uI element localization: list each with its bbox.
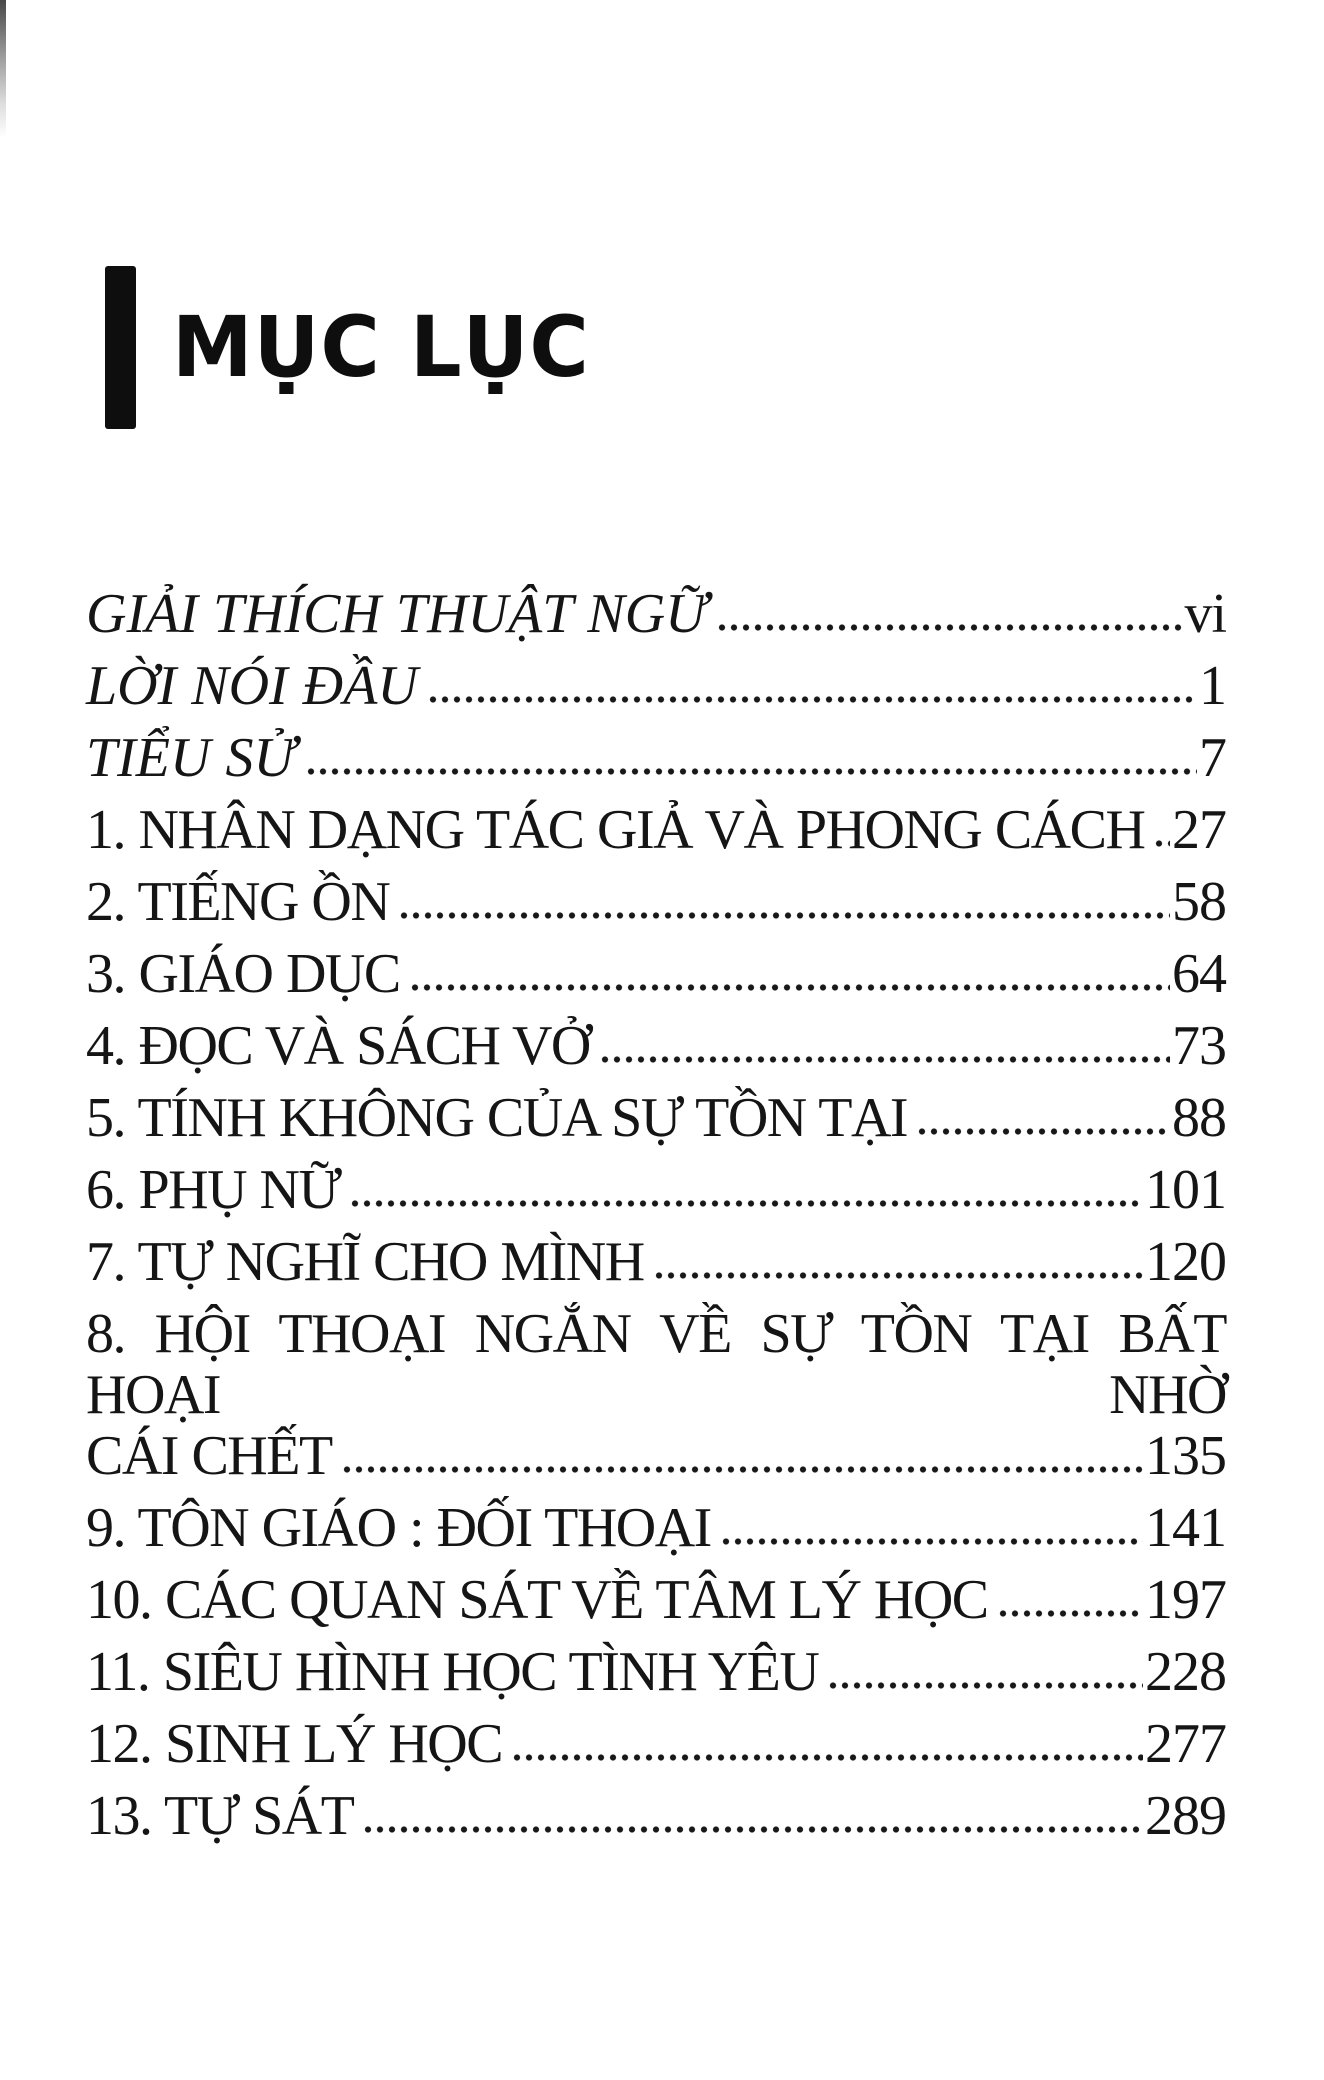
toc-leader-row xyxy=(86,1016,1226,1077)
toc-leader-row xyxy=(86,800,1226,861)
toc-leader-dots xyxy=(362,1825,1143,1834)
toc-entry-page: 64 xyxy=(1172,943,1226,1005)
toc-leader-row xyxy=(86,1088,1226,1149)
toc-entry xyxy=(86,1642,1226,1703)
toc-entry-page: 73 xyxy=(1172,1015,1226,1077)
toc-entry xyxy=(86,944,1226,1005)
toc-leader-dots xyxy=(916,1127,1170,1136)
toc-entry xyxy=(86,728,1226,789)
toc-entry-page: 277 xyxy=(1145,1713,1226,1775)
toc-entry-label: 5. TÍNH KHÔNG CỦA SỰ TỒN TẠI xyxy=(86,1087,908,1149)
toc-leader-dots xyxy=(997,1609,1143,1618)
toc-leader-row xyxy=(86,584,1226,645)
toc-entry-page: 197 xyxy=(1145,1569,1226,1631)
toc-leader-dots xyxy=(409,983,1170,992)
toc-entry-page: 289 xyxy=(1145,1785,1226,1847)
toc-entry-page: 88 xyxy=(1172,1087,1226,1149)
toc-leader-row xyxy=(86,1232,1226,1293)
toc-entry-label: 8. HỘI THOẠI NGẮN VỀ SỰ TỒN TẠI BẤT HOẠI NHỜ xyxy=(86,1303,1226,1426)
toc-leader-dots xyxy=(720,1537,1143,1546)
toc-entry-page: vi xyxy=(1184,583,1226,645)
toc-entry-label: 3. GIÁO DỤC xyxy=(86,943,400,1005)
toc-entry xyxy=(86,1088,1226,1149)
toc-entry-label: LỜI NÓI ĐẦU xyxy=(86,655,418,717)
toc-entry xyxy=(86,800,1226,861)
page-header xyxy=(105,266,590,429)
toc-entry-label: 7. TỰ NGHĨ CHO MÌNH xyxy=(86,1231,644,1293)
toc-entry xyxy=(86,1786,1226,1847)
toc-entry xyxy=(86,584,1226,645)
toc-entry-page: 135 xyxy=(1145,1425,1226,1487)
toc-entry-page: 141 xyxy=(1145,1497,1226,1559)
toc-entry-label: 4. ĐỌC VÀ SÁCH VỞ xyxy=(86,1015,590,1077)
toc-leader-dots xyxy=(349,1199,1143,1208)
toc-entry-label: 12. SINH LÝ HỌC xyxy=(86,1713,503,1775)
toc-entry-page: 120 xyxy=(1145,1231,1226,1293)
toc-entry xyxy=(86,656,1226,717)
toc-leader-row xyxy=(86,1498,1226,1559)
toc-entry xyxy=(86,1570,1226,1631)
toc-entry xyxy=(86,1714,1226,1775)
toc-entry-label: 13. TỰ SÁT xyxy=(86,1785,354,1847)
toc-entry-page: 228 xyxy=(1145,1641,1226,1703)
toc-leader-row xyxy=(86,1642,1226,1703)
toc-leader-dots xyxy=(827,1681,1143,1690)
toc-entry-label: 1. NHÂN DẠNG TÁC GIẢ VÀ PHONG CÁCH xyxy=(86,799,1145,861)
toc-entry xyxy=(86,1016,1226,1077)
toc-leader-row xyxy=(86,944,1226,1005)
toc-entry-page: 27 xyxy=(1172,799,1226,861)
toc-leader-row xyxy=(86,656,1226,717)
toc-entry-label: 6. PHỤ NỮ xyxy=(86,1159,341,1221)
toc-entry-label: 10. CÁC QUAN SÁT VỀ TÂM LÝ HỌC xyxy=(86,1569,988,1631)
toc-entry xyxy=(86,872,1226,933)
page-title: MỤC LỤC xyxy=(172,298,590,397)
toc-entry xyxy=(86,1304,1226,1487)
toc-leader-row xyxy=(86,872,1226,933)
toc-entry-label: GIẢI THÍCH THUẬT NGỮ xyxy=(86,583,708,645)
toc-entry-page: 101 xyxy=(1145,1159,1226,1221)
toc-leader-dots xyxy=(1153,839,1170,848)
toc-entry xyxy=(86,1160,1226,1221)
toc-entry-label-line2: CÁI CHẾT xyxy=(86,1425,332,1487)
toc-leader-row xyxy=(86,1570,1226,1631)
toc-entry xyxy=(86,1232,1226,1293)
toc-leader-dots xyxy=(599,1055,1170,1064)
toc-leader-dots xyxy=(716,623,1182,632)
toc-entry-page: 58 xyxy=(1172,871,1226,933)
toc-leader-dots xyxy=(511,1753,1143,1762)
toc-leader-row xyxy=(86,1786,1226,1847)
toc-leader-row xyxy=(86,1160,1226,1221)
toc-leader-dots xyxy=(653,1271,1143,1280)
toc-entry-label: 9. TÔN GIÁO : ĐỐI THOẠI xyxy=(86,1497,711,1559)
toc-entry-page: 1 xyxy=(1199,655,1226,717)
toc-leader-row xyxy=(86,1426,1226,1487)
scan-artifact xyxy=(0,0,6,138)
toc-leader-dots xyxy=(398,911,1170,920)
toc-leader-row xyxy=(86,1714,1226,1775)
toc-leader-dots xyxy=(427,695,1197,704)
toc-entry-label: TIỂU SỬ xyxy=(86,727,296,789)
toc-entry xyxy=(86,1498,1226,1559)
toc-leader-row xyxy=(86,728,1226,789)
toc-list xyxy=(86,584,1226,1858)
toc-entry-page: 7 xyxy=(1199,727,1226,789)
toc-leader-dots xyxy=(341,1465,1143,1474)
toc-entry-label: 11. SIÊU HÌNH HỌC TÌNH YÊU xyxy=(86,1641,819,1703)
toc-leader-dots xyxy=(305,767,1197,776)
toc-entry-label: 2. TIẾNG ỒN xyxy=(86,871,390,933)
title-accent-bar xyxy=(105,266,136,429)
